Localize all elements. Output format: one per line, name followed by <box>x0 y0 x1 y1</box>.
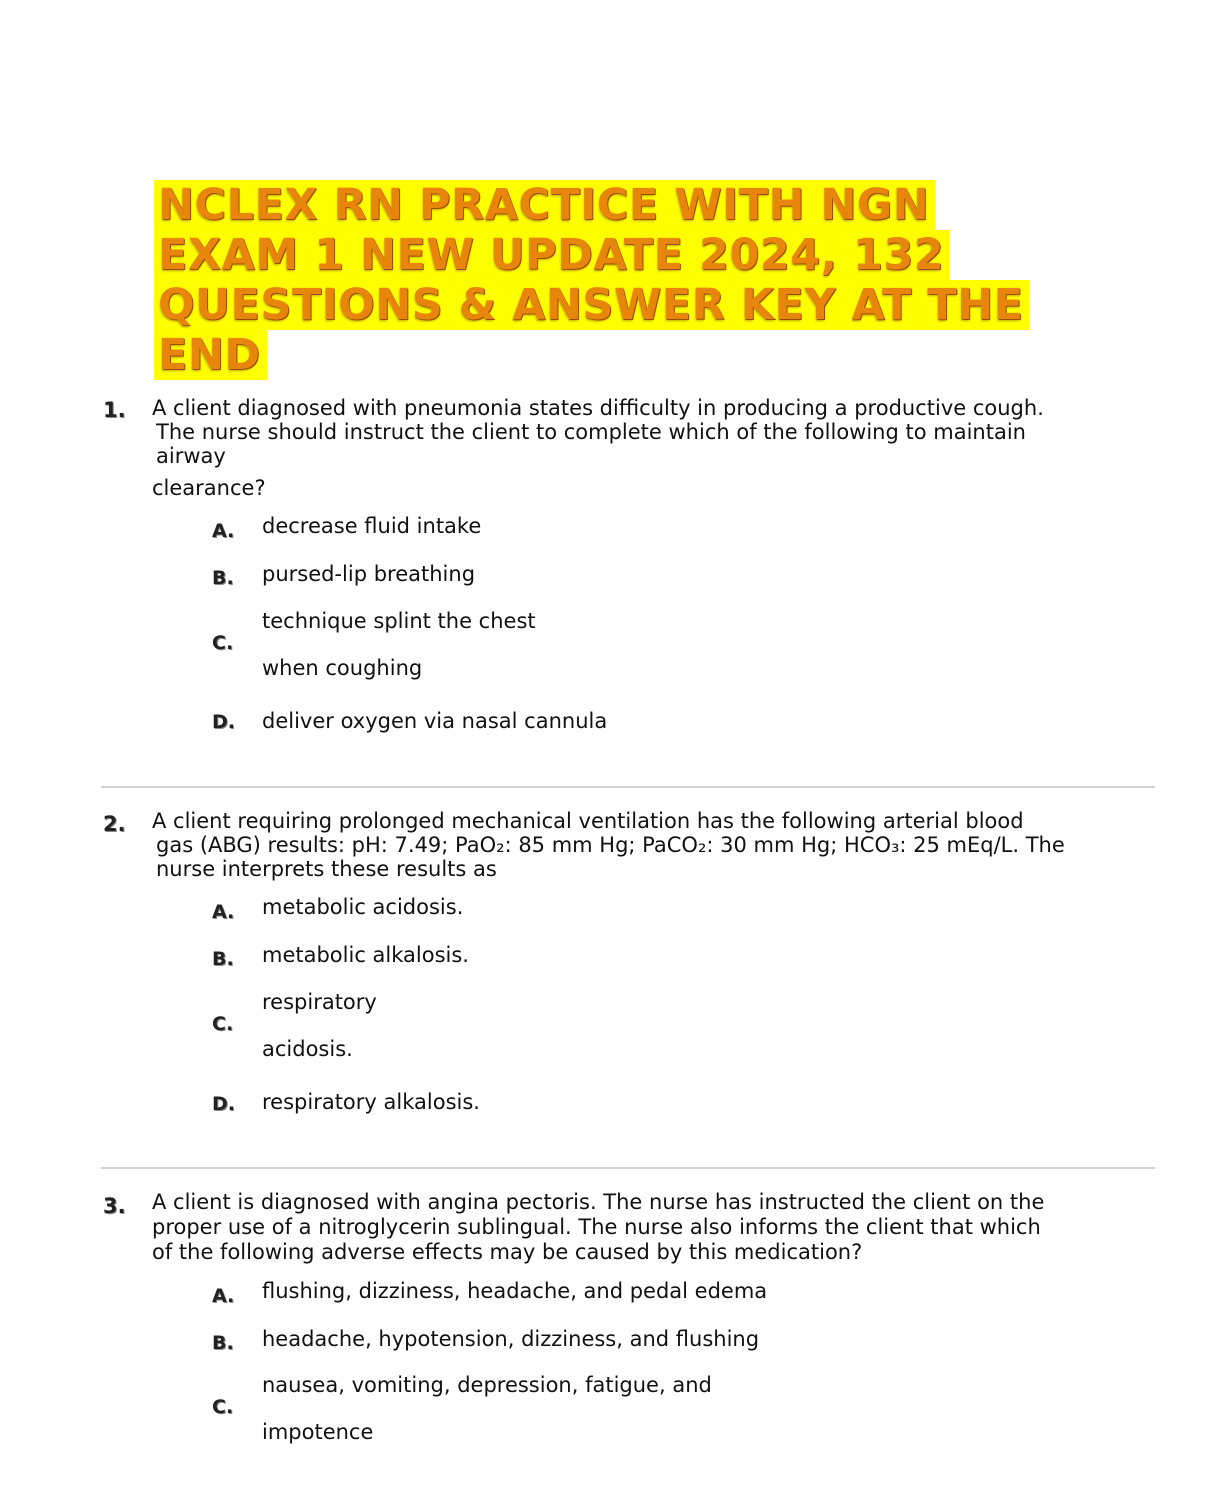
title-line-3: QUESTIONS & ANSWER KEY AT THE <box>154 280 1029 330</box>
question-2-stem <box>152 809 1065 881</box>
title-line-2: EXAM 1 NEW UPDATE 2024, 132 <box>154 230 950 280</box>
option-text-continued: impotence <box>262 1420 374 1444</box>
question-3-number: 3. <box>103 1194 126 1218</box>
title-line-4: END <box>154 330 267 380</box>
option-text: deliver oxygen via nasal cannula <box>262 709 608 733</box>
option-letter: A. <box>212 520 235 542</box>
option-text-continued: acidosis. <box>262 1037 353 1061</box>
option-text: headache, hypotension, dizziness, and flushing <box>262 1327 760 1351</box>
option-text-continued: when coughing <box>262 656 423 680</box>
question-line: A client requiring prolonged mechanical ventilation has the following arterial blood <box>152 809 1024 833</box>
option-letter: C. <box>212 632 234 654</box>
question-divider <box>101 1167 1155 1169</box>
option-text: pursed-lip breathing <box>262 562 476 586</box>
question-2-number: 2. <box>103 812 126 836</box>
question-line: gas (ABG) results: pH: 7.49; PaO₂: 85 mm Hg; PaCO₂: 30 mm Hg; HCO₃: 25 mEq/L. The <box>156 833 1065 857</box>
question-line: airway <box>156 444 226 468</box>
option-letter: B. <box>212 948 234 970</box>
document-title <box>154 180 1114 380</box>
option-letter: B. <box>212 1332 234 1354</box>
question-line: proper use of a nitroglycerin sublingual. The nurse also informs the client that which <box>152 1215 1041 1239</box>
option-text: metabolic alkalosis. <box>262 943 469 967</box>
option-text: decrease fluid intake <box>262 514 482 538</box>
question-line: clearance? <box>152 476 266 500</box>
option-letter: B. <box>212 567 234 589</box>
title-line-1: NCLEX RN PRACTICE WITH NGN <box>154 180 935 230</box>
option-text: nausea, vomiting, depression, fatigue, and <box>262 1373 712 1397</box>
question-line: The nurse should instruct the client to complete which of the following to maintain <box>156 420 1026 444</box>
question-line: A client is diagnosed with angina pectoris. The nurse has instructed the client on the <box>152 1190 1045 1214</box>
question-1-number: 1. <box>103 398 126 422</box>
option-letter: A. <box>212 1285 235 1307</box>
question-3-stem <box>152 1190 1044 1265</box>
option-letter: A. <box>212 901 235 923</box>
option-text: technique splint the chest <box>262 609 536 633</box>
question-line: of the following adverse effects may be caused by this medication? <box>152 1240 863 1264</box>
option-text: respiratory <box>262 990 377 1014</box>
question-divider <box>101 786 1155 788</box>
option-text: metabolic acidosis. <box>262 895 464 919</box>
question-1-stem <box>152 396 1044 500</box>
question-line: nurse interprets these results as <box>156 857 497 881</box>
option-letter: D. <box>212 1093 235 1115</box>
question-line: A client diagnosed with pneumonia states difficulty in producing a productive cough. <box>152 396 1044 420</box>
option-text: respiratory alkalosis. <box>262 1090 480 1114</box>
option-letter: C. <box>212 1013 234 1035</box>
option-letter: C. <box>212 1396 234 1418</box>
option-letter: D. <box>212 711 235 733</box>
option-text: flushing, dizziness, headache, and pedal edema <box>262 1279 768 1303</box>
